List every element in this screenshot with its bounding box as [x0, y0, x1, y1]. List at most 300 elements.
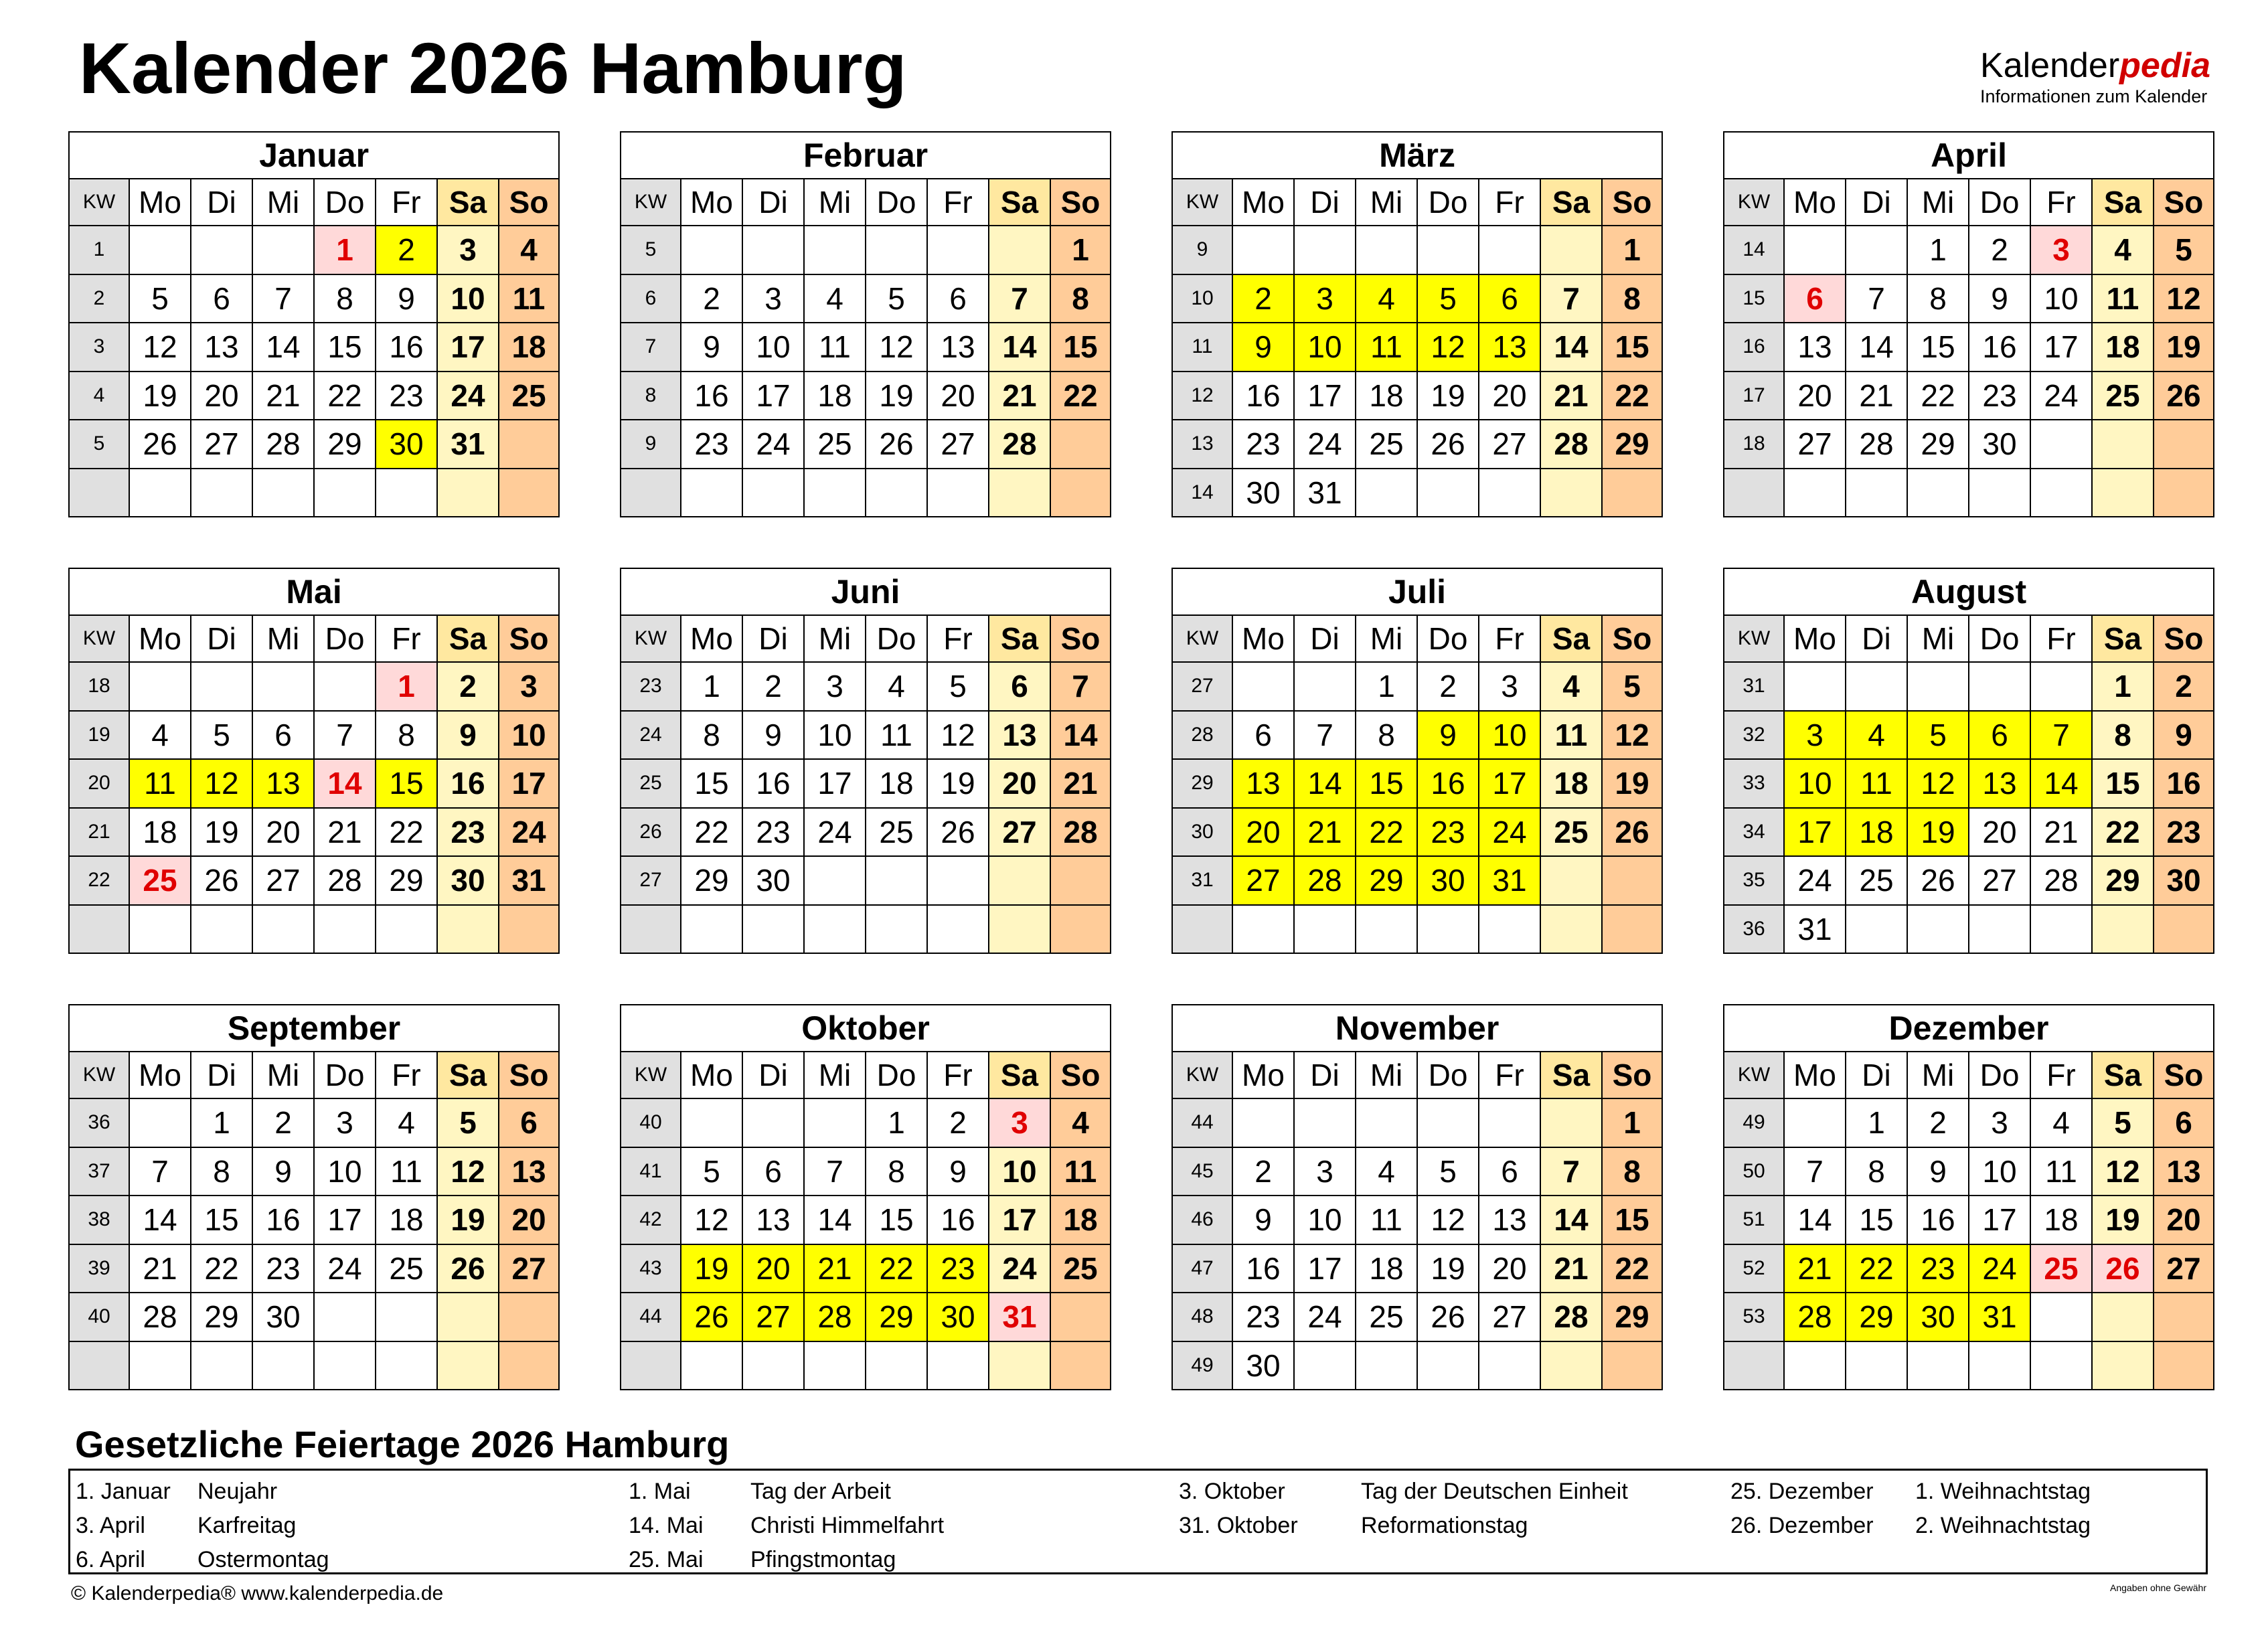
empty-day-cell	[804, 856, 866, 905]
day-cell: 23	[252, 1244, 314, 1293]
empty-day-cell	[1479, 1341, 1540, 1390]
day-cell: 15	[1356, 759, 1417, 808]
day-cell: 12	[1417, 1196, 1479, 1244]
day-cell: 15	[1602, 1196, 1662, 1244]
kw-header: KW	[1724, 615, 1784, 662]
day-cell: 29	[1907, 420, 1969, 469]
weekday-header: Mo	[681, 179, 742, 226]
day-cell: 23	[1232, 420, 1294, 469]
day-cell: 25	[376, 1244, 437, 1293]
day-cell: 28	[1540, 420, 1602, 469]
day-cell: 25	[866, 808, 927, 857]
day-cell: 20	[742, 1244, 804, 1293]
day-cell: 10	[499, 711, 559, 760]
weekday-header: So	[2154, 1052, 2214, 1098]
holiday-date: 3. Oktober	[1179, 1479, 1285, 1504]
day-cell: 25	[1356, 1293, 1417, 1341]
day-cell: 5	[1602, 662, 1662, 711]
empty-day-cell	[742, 226, 804, 274]
day-cell: 9	[1969, 274, 2030, 323]
weekday-header: Mi	[1356, 1052, 1417, 1098]
day-cell: 13	[989, 711, 1050, 760]
day-cell: 13	[191, 323, 252, 372]
empty-day-cell	[252, 662, 314, 711]
empty-day-cell	[866, 469, 927, 517]
empty-day-cell	[1602, 469, 1662, 517]
day-cell: 10	[437, 274, 499, 323]
weekday-header: Do	[314, 1052, 376, 1098]
empty-day-cell	[314, 1293, 376, 1341]
empty-day-cell	[681, 905, 742, 954]
day-cell: 16	[252, 1196, 314, 1244]
day-cell: 27	[252, 856, 314, 905]
week-number	[621, 905, 681, 954]
day-cell: 4	[804, 274, 866, 323]
empty-day-cell	[1784, 1098, 1846, 1147]
empty-day-cell	[252, 226, 314, 274]
day-cell: 26	[1417, 420, 1479, 469]
empty-day-cell	[2154, 1293, 2214, 1341]
day-cell: 12	[191, 759, 252, 808]
day-cell: 4	[376, 1098, 437, 1147]
week-number: 9	[1172, 226, 1232, 274]
empty-day-cell	[1479, 226, 1540, 274]
week-number: 53	[1724, 1293, 1784, 1341]
day-cell: 24	[1294, 420, 1356, 469]
day-cell: 21	[1846, 372, 1907, 420]
empty-day-cell	[129, 226, 191, 274]
empty-day-cell	[1356, 905, 1417, 954]
day-cell: 13	[1232, 759, 1294, 808]
day-cell: 1	[1846, 1098, 1907, 1147]
empty-day-cell	[866, 226, 927, 274]
day-cell: 5	[437, 1098, 499, 1147]
weekday-header: So	[499, 1052, 559, 1098]
day-cell: 18	[1356, 372, 1417, 420]
holiday-date: 6. April	[76, 1547, 145, 1572]
weekday-header: Di	[191, 1052, 252, 1098]
day-cell: 10	[804, 711, 866, 760]
day-cell: 11	[1050, 1147, 1111, 1196]
day-cell: 16	[1907, 1196, 1969, 1244]
day-cell: 4	[129, 711, 191, 760]
day-cell: 6	[2154, 1098, 2214, 1147]
weekday-header: Mo	[1232, 615, 1294, 662]
day-cell: 28	[1846, 420, 1907, 469]
holiday-entry	[629, 1543, 1151, 1577]
day-cell: 3	[314, 1098, 376, 1147]
day-cell: 12	[1417, 323, 1479, 372]
week-number: 11	[1172, 323, 1232, 372]
week-number	[621, 469, 681, 517]
weekday-header: Mi	[1356, 615, 1417, 662]
empty-day-cell	[437, 905, 499, 954]
empty-day-cell	[1294, 662, 1356, 711]
day-cell: 8	[1602, 274, 1662, 323]
day-cell: 7	[314, 711, 376, 760]
empty-day-cell	[1602, 1341, 1662, 1390]
day-cell: 20	[252, 808, 314, 857]
day-cell: 21	[129, 1244, 191, 1293]
day-cell: 14	[1050, 711, 1111, 760]
day-cell: 4	[866, 662, 927, 711]
kw-header: KW	[69, 1052, 129, 1098]
day-cell: 20	[499, 1196, 559, 1244]
day-cell: 21	[1540, 372, 1602, 420]
day-cell: 18	[499, 323, 559, 372]
day-cell: 15	[1602, 323, 1662, 372]
week-number: 5	[621, 226, 681, 274]
day-cell: 10	[1784, 759, 1846, 808]
empty-day-cell	[866, 1341, 927, 1390]
day-cell: 18	[1540, 759, 1602, 808]
day-cell: 5	[927, 662, 989, 711]
empty-day-cell	[681, 226, 742, 274]
day-cell: 9	[252, 1147, 314, 1196]
month-name: Juli	[1172, 568, 1662, 615]
day-cell: 12	[1907, 759, 1969, 808]
day-cell: 6	[191, 274, 252, 323]
week-number: 18	[1724, 420, 1784, 469]
kw-header: KW	[621, 1052, 681, 1098]
day-cell: 16	[1232, 372, 1294, 420]
week-number: 25	[621, 759, 681, 808]
day-cell: 21	[1540, 1244, 1602, 1293]
day-cell: 15	[1050, 323, 1111, 372]
empty-day-cell	[1540, 469, 1602, 517]
month-calendar	[1723, 131, 2213, 519]
day-cell: 29	[2092, 856, 2154, 905]
day-cell: 7	[2030, 711, 2092, 760]
day-cell: 4	[1846, 711, 1907, 760]
week-number: 12	[1172, 372, 1232, 420]
day-cell: 3	[2030, 226, 2092, 274]
day-cell: 29	[1602, 1293, 1662, 1341]
holiday-name: 2. Weihnachtstag	[1915, 1513, 2091, 1538]
weekday-header: Sa	[989, 179, 1050, 226]
empty-day-cell	[437, 1341, 499, 1390]
weekday-header: Mo	[681, 615, 742, 662]
empty-day-cell	[1294, 226, 1356, 274]
week-number: 14	[1172, 469, 1232, 517]
day-cell: 14	[252, 323, 314, 372]
day-cell: 3	[437, 226, 499, 274]
weekday-header: Do	[1969, 179, 2030, 226]
day-cell: 3	[1784, 711, 1846, 760]
day-cell: 21	[804, 1244, 866, 1293]
week-number: 31	[1172, 856, 1232, 905]
empty-day-cell	[2154, 420, 2214, 469]
day-cell: 18	[866, 759, 927, 808]
weekday-header: So	[1602, 1052, 1662, 1098]
day-cell: 8	[1907, 274, 1969, 323]
day-cell: 22	[314, 372, 376, 420]
day-cell: 31	[1784, 905, 1846, 954]
day-cell: 28	[1540, 1293, 1602, 1341]
day-cell: 5	[1907, 711, 1969, 760]
empty-day-cell	[1969, 905, 2030, 954]
day-cell: 4	[499, 226, 559, 274]
day-cell: 7	[1846, 274, 1907, 323]
weekday-header: Mi	[1907, 179, 1969, 226]
empty-day-cell	[499, 420, 559, 469]
week-number: 3	[69, 323, 129, 372]
weekday-header: Sa	[437, 179, 499, 226]
week-number: 42	[621, 1196, 681, 1244]
weekday-header: Do	[866, 615, 927, 662]
day-cell: 3	[989, 1098, 1050, 1147]
empty-day-cell	[191, 662, 252, 711]
weekday-header: Di	[191, 179, 252, 226]
empty-day-cell	[804, 1341, 866, 1390]
week-number: 6	[621, 274, 681, 323]
week-number: 8	[621, 372, 681, 420]
week-number	[1172, 905, 1232, 954]
day-cell: 8	[1846, 1147, 1907, 1196]
day-cell: 11	[1356, 1196, 1417, 1244]
empty-day-cell	[804, 905, 866, 954]
month-calendar	[1723, 568, 2213, 956]
week-number	[1724, 469, 1784, 517]
day-cell: 3	[1294, 1147, 1356, 1196]
day-cell: 30	[376, 420, 437, 469]
day-cell: 12	[2092, 1147, 2154, 1196]
weekday-header: Di	[742, 1052, 804, 1098]
empty-day-cell	[2092, 905, 2154, 954]
day-cell: 8	[2092, 711, 2154, 760]
holiday-entry	[76, 1475, 598, 1509]
weekday-header: So	[1602, 615, 1662, 662]
weekday-header: So	[1602, 179, 1662, 226]
empty-day-cell	[1540, 1341, 1602, 1390]
day-cell: 8	[1356, 711, 1417, 760]
day-cell: 10	[314, 1147, 376, 1196]
day-cell: 26	[1417, 1293, 1479, 1341]
day-cell: 30	[2154, 856, 2214, 905]
weekday-header: Fr	[927, 1052, 989, 1098]
empty-day-cell	[499, 469, 559, 517]
day-cell: 30	[1232, 1341, 1294, 1390]
empty-day-cell	[1969, 662, 2030, 711]
month-name: August	[1724, 568, 2214, 615]
day-cell: 6	[1232, 711, 1294, 760]
logo-name-plain: Kalender	[1980, 46, 2120, 85]
empty-day-cell	[1784, 662, 1846, 711]
weekday-header: Do	[1417, 1052, 1479, 1098]
day-cell: 17	[437, 323, 499, 372]
day-cell: 23	[1907, 1244, 1969, 1293]
day-cell: 19	[191, 808, 252, 857]
day-cell: 16	[927, 1196, 989, 1244]
week-number: 27	[621, 856, 681, 905]
empty-day-cell	[437, 469, 499, 517]
day-cell: 19	[2154, 323, 2214, 372]
day-cell: 20	[191, 372, 252, 420]
week-number: 2	[69, 274, 129, 323]
day-cell: 17	[1784, 808, 1846, 857]
empty-day-cell	[681, 1341, 742, 1390]
day-cell: 1	[1602, 226, 1662, 274]
day-cell: 14	[1784, 1196, 1846, 1244]
day-cell: 6	[1479, 274, 1540, 323]
day-cell: 1	[191, 1098, 252, 1147]
empty-day-cell	[866, 905, 927, 954]
day-cell: 30	[1907, 1293, 1969, 1341]
day-cell: 29	[1602, 420, 1662, 469]
day-cell: 22	[1050, 372, 1111, 420]
day-cell: 25	[2092, 372, 2154, 420]
day-cell: 31	[989, 1293, 1050, 1341]
kalenderpedia-logo[interactable]	[1980, 48, 2210, 107]
day-cell: 13	[252, 759, 314, 808]
day-cell: 27	[1232, 856, 1294, 905]
week-number: 33	[1724, 759, 1784, 808]
day-cell: 2	[681, 274, 742, 323]
day-cell: 7	[1540, 274, 1602, 323]
weekday-header: Mo	[1784, 179, 1846, 226]
day-cell: 31	[499, 856, 559, 905]
day-cell: 13	[499, 1147, 559, 1196]
day-cell: 18	[2092, 323, 2154, 372]
day-cell: 5	[129, 274, 191, 323]
week-number: 14	[1724, 226, 1784, 274]
month-calendar	[68, 1004, 558, 1392]
day-cell: 15	[1907, 323, 1969, 372]
day-cell: 2	[252, 1098, 314, 1147]
day-cell: 31	[1294, 469, 1356, 517]
kw-header: KW	[69, 179, 129, 226]
day-cell: 11	[1540, 711, 1602, 760]
empty-day-cell	[989, 226, 1050, 274]
day-cell: 5	[2092, 1098, 2154, 1147]
empty-day-cell	[866, 856, 927, 905]
month-name: Mai	[69, 568, 559, 615]
day-cell: 21	[989, 372, 1050, 420]
day-cell: 9	[742, 711, 804, 760]
day-cell: 8	[866, 1147, 927, 1196]
empty-day-cell	[927, 905, 989, 954]
day-cell: 12	[681, 1196, 742, 1244]
day-cell: 9	[1232, 1196, 1294, 1244]
day-cell: 9	[437, 711, 499, 760]
day-cell: 2	[1417, 662, 1479, 711]
weekday-header: So	[499, 615, 559, 662]
empty-day-cell	[1417, 226, 1479, 274]
holiday-entry	[76, 1509, 598, 1543]
week-number: 50	[1724, 1147, 1784, 1196]
day-cell: 19	[1602, 759, 1662, 808]
week-number: 46	[1172, 1196, 1232, 1244]
empty-day-cell	[1784, 1341, 1846, 1390]
day-cell: 17	[2030, 323, 2092, 372]
day-cell: 28	[989, 420, 1050, 469]
holiday-name: Tag der Deutschen Einheit	[1361, 1479, 1628, 1504]
day-cell: 12	[927, 711, 989, 760]
day-cell: 2	[927, 1098, 989, 1147]
day-cell: 6	[1784, 274, 1846, 323]
day-cell: 27	[1969, 856, 2030, 905]
week-number: 45	[1172, 1147, 1232, 1196]
day-cell: 19	[437, 1196, 499, 1244]
holiday-date: 3. April	[76, 1513, 145, 1538]
day-cell: 7	[252, 274, 314, 323]
month-calendar	[1723, 1004, 2213, 1392]
day-cell: 2	[1232, 1147, 1294, 1196]
weekday-header: Mi	[252, 615, 314, 662]
day-cell: 26	[1602, 808, 1662, 857]
day-cell: 23	[1969, 372, 2030, 420]
weekday-header: Sa	[2092, 1052, 2154, 1098]
day-cell: 29	[314, 420, 376, 469]
day-cell: 10	[989, 1147, 1050, 1196]
day-cell: 11	[866, 711, 927, 760]
weekday-header: Mo	[129, 1052, 191, 1098]
weekday-header: Mi	[804, 615, 866, 662]
holiday-date: 31. Oktober	[1179, 1513, 1298, 1538]
day-cell: 14	[804, 1196, 866, 1244]
weekday-header: Sa	[1540, 615, 1602, 662]
empty-day-cell	[1294, 1098, 1356, 1147]
empty-day-cell	[989, 1341, 1050, 1390]
empty-day-cell	[1540, 1098, 1602, 1147]
empty-day-cell	[681, 469, 742, 517]
day-cell: 7	[1294, 711, 1356, 760]
holiday-entry	[629, 1475, 1151, 1509]
weekday-header: Fr	[1479, 1052, 1540, 1098]
day-cell: 27	[742, 1293, 804, 1341]
day-cell: 16	[681, 372, 742, 420]
day-cell: 2	[742, 662, 804, 711]
empty-day-cell	[1232, 662, 1294, 711]
kw-header: KW	[1724, 179, 1784, 226]
month-name: Februar	[621, 132, 1111, 179]
empty-day-cell	[1540, 856, 1602, 905]
day-cell: 8	[681, 711, 742, 760]
week-number	[69, 1341, 129, 1390]
weekday-header: Sa	[1540, 1052, 1602, 1098]
week-number: 44	[1172, 1098, 1232, 1147]
day-cell: 23	[927, 1244, 989, 1293]
day-cell: 9	[927, 1147, 989, 1196]
day-cell: 22	[866, 1244, 927, 1293]
empty-day-cell	[1294, 905, 1356, 954]
empty-day-cell	[1479, 905, 1540, 954]
day-cell: 4	[1050, 1098, 1111, 1147]
weekday-header: Mo	[1784, 1052, 1846, 1098]
weekday-header: Mi	[252, 1052, 314, 1098]
day-cell: 13	[1784, 323, 1846, 372]
day-cell: 29	[1356, 856, 1417, 905]
empty-day-cell	[1969, 469, 2030, 517]
day-cell: 14	[1540, 323, 1602, 372]
day-cell: 20	[989, 759, 1050, 808]
day-cell: 17	[742, 372, 804, 420]
day-cell: 13	[742, 1196, 804, 1244]
weekday-header: Di	[1294, 179, 1356, 226]
day-cell: 24	[437, 372, 499, 420]
day-cell: 11	[2092, 274, 2154, 323]
week-number: 27	[1172, 662, 1232, 711]
week-number	[1724, 1341, 1784, 1390]
day-cell: 1	[1907, 226, 1969, 274]
weekday-header: Do	[866, 179, 927, 226]
day-cell: 10	[1479, 711, 1540, 760]
week-number: 22	[69, 856, 129, 905]
weekday-header: Fr	[927, 179, 989, 226]
day-cell: 2	[2154, 662, 2214, 711]
weekday-header: Di	[1846, 179, 1907, 226]
day-cell: 19	[866, 372, 927, 420]
